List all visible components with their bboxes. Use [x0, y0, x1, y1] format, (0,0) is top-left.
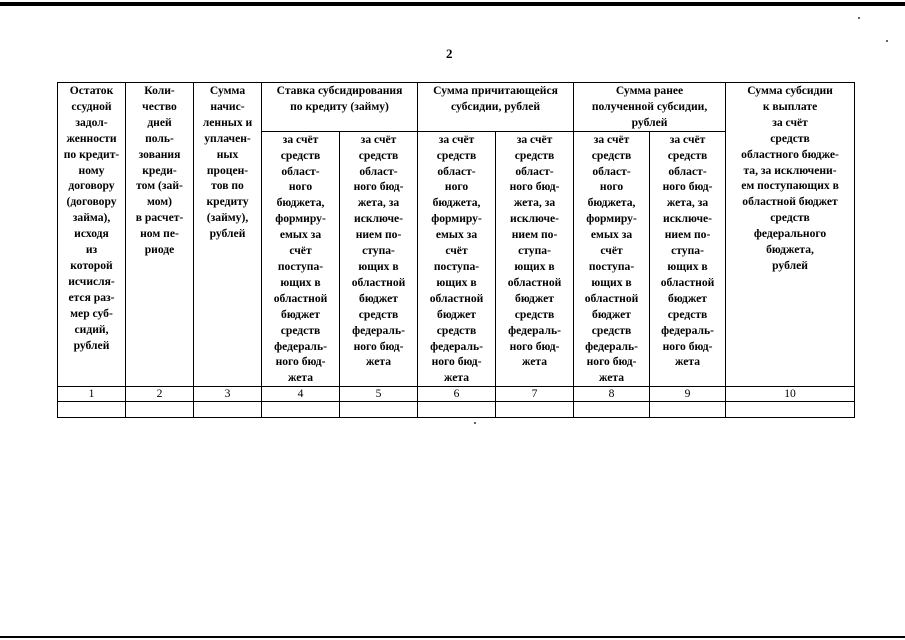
column-number: 7 — [496, 387, 574, 402]
empty-cell[interactable] — [194, 402, 262, 418]
top-rule — [0, 2, 905, 6]
header-cell-days: Коли- чество дней поль- зования креди- том (зай- мом) в расчет- ном пе- риоде — [126, 83, 194, 387]
empty-data-row — [58, 402, 855, 418]
scan-speck — [858, 17, 860, 19]
scan-speck — [886, 40, 888, 42]
subsidy-table — [57, 82, 855, 418]
column-number: 9 — [650, 387, 726, 402]
header-cell-loan-balance: Остаток ссудной задол- женности по кредит- ному договору (договору займа), исходя из которой исчисля- ется раз- мер суб- сидий, рублей — [58, 83, 126, 387]
header-group-subsidy-rate: Ставка субсидирования по кредиту (займу) — [262, 83, 418, 132]
column-number: 8 — [574, 387, 650, 402]
column-number: 2 — [126, 387, 194, 402]
subheader-regional-excluding-federal: за счёт средств област- ного бюд- жета, за исключе- нием по- ступа- ющих в областной бюджет средств федераль- ного бюд- жета — [340, 131, 418, 387]
bottom-rule — [0, 636, 905, 638]
empty-cell[interactable] — [574, 402, 650, 418]
subheader-regional-federal-funded: за счёт средств област- ного бюджета, формиру- емых за счёт поступа- ющих в областной бюджет средств федераль- ного бюд- жета — [418, 131, 496, 387]
column-number-row — [58, 387, 855, 402]
empty-cell[interactable] — [58, 402, 126, 418]
header-row — [58, 83, 855, 132]
empty-cell[interactable] — [340, 402, 418, 418]
empty-cell[interactable] — [496, 402, 574, 418]
column-number: 5 — [340, 387, 418, 402]
page-number: 2 — [446, 46, 453, 61]
empty-cell[interactable] — [262, 402, 340, 418]
empty-cell[interactable] — [126, 402, 194, 418]
header-cell-interest-sum: Сумма начис- ленных и уплачен- ных процен- тов по кредиту (займу), рублей — [194, 83, 262, 387]
empty-cell[interactable] — [418, 402, 496, 418]
column-number: 10 — [726, 387, 855, 402]
column-number: 3 — [194, 387, 262, 402]
subheader-regional-excluding-federal: за счёт средств област- ного бюд- жета, за исключе- нием по- ступа- ющих в областной бюджет средств федераль- ного бюд- жета — [496, 131, 574, 387]
header-group-due-subsidy: Сумма причитающейся субсидии, рублей — [418, 83, 574, 132]
column-number: 6 — [418, 387, 496, 402]
header-group-previous-subsidy: Сумма ранее полученной субсидии, рублей — [574, 83, 726, 132]
column-number: 1 — [58, 387, 126, 402]
column-number: 4 — [262, 387, 340, 402]
subheader-regional-federal-funded: за счёт средств област- ного бюджета, формиру- емых за счёт поступа- ющих в областной бюджет средств федераль- ного бюд- жета — [574, 131, 650, 387]
header-cell-payable-subsidy: Сумма субсидии к выплате за счёт средств областного бюдже- та, за исключени- ем поступающих в областной бюджет средств федерального бюджета, рублей — [726, 83, 855, 387]
subheader-regional-federal-funded: за счёт средств област- ного бюджета, формиру- емых за счёт поступа- ющих в областной бюджет средств федераль- ного бюд- жета — [262, 131, 340, 387]
scan-speck — [474, 422, 476, 424]
empty-cell[interactable] — [650, 402, 726, 418]
subheader-regional-excluding-federal: за счёт средств област- ного бюд- жета, за исключе- нием по- ступа- ющих в областной бюджет средств федераль- ного бюд- жета — [650, 131, 726, 387]
empty-cell[interactable] — [726, 402, 855, 418]
